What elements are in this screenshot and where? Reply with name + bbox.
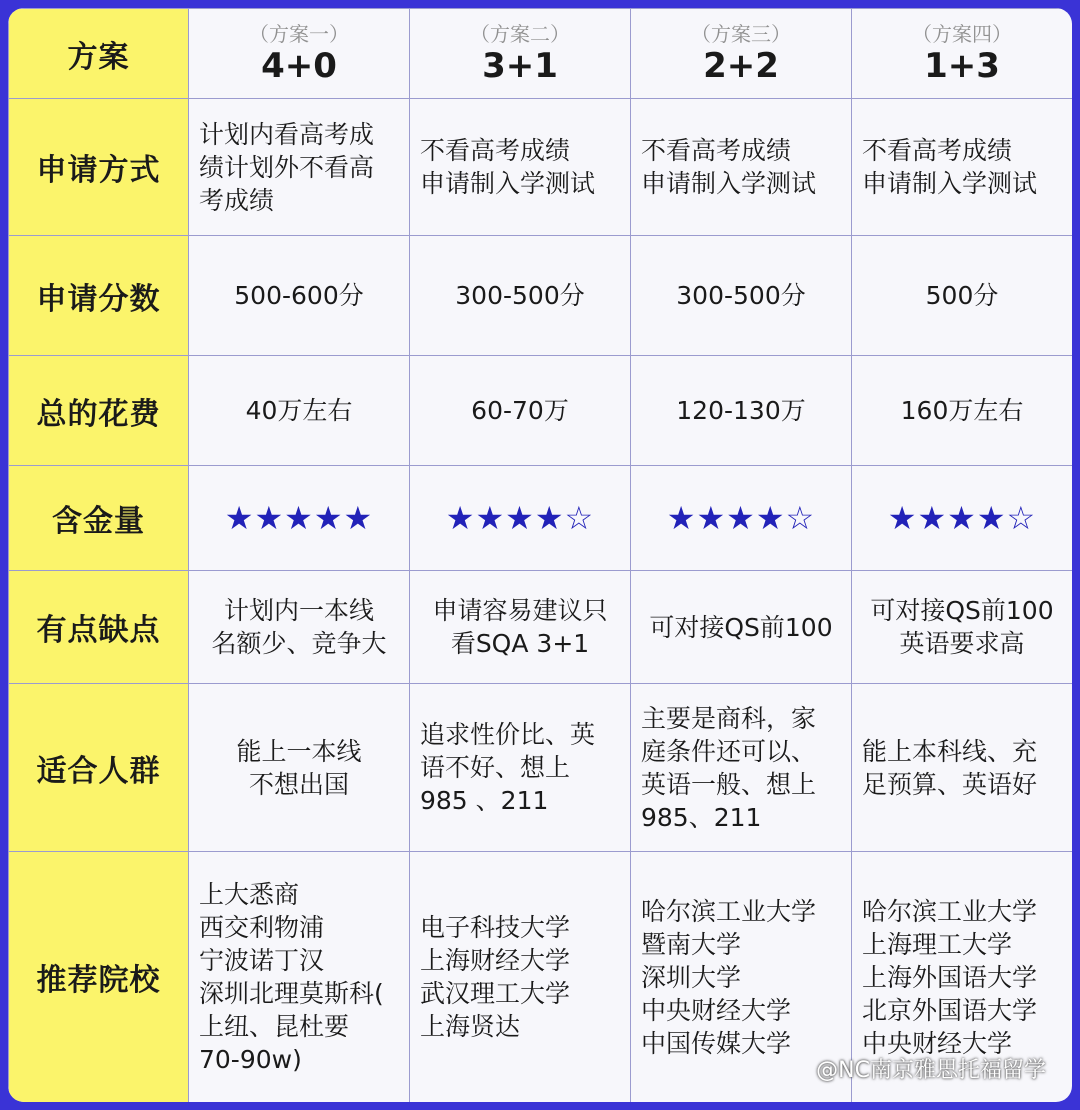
plan-name-4: 1+3 xyxy=(924,45,1000,86)
table-cell: 主要是商科，家 庭条件还可以、 英语一般、想上 985、211 xyxy=(631,684,852,852)
table-cell: 哈尔滨工业大学 上海理工大学 上海外国语大学 北京外国语大学 中央财经大学 xyxy=(852,852,1073,1103)
row-label: 适合人群 xyxy=(9,684,189,852)
table-cell: 不看高考成绩 申请制入学测试 xyxy=(852,99,1073,236)
row-label-plan: 方案 xyxy=(9,9,189,99)
table-cell: 电子科技大学 上海财经大学 武汉理工大学 上海贤达 xyxy=(410,852,631,1103)
table-cell: 300-500分 xyxy=(410,236,631,356)
plan-name-3: 2+2 xyxy=(703,45,779,86)
row-target-group xyxy=(9,684,1073,852)
table-cell: 40万左右 xyxy=(189,356,410,466)
table-cell: 500-600分 xyxy=(189,236,410,356)
table-cell: 申请容易建议只 看SQA 3+1 xyxy=(410,571,631,684)
row-label: 有点缺点 xyxy=(9,571,189,684)
table-cell: 计划内一本线 名额少、竞争大 xyxy=(189,571,410,684)
row-application-method xyxy=(9,99,1073,236)
table-cell: 能上本科线、充 足预算、英语好 xyxy=(852,684,1073,852)
star-rating: ★★★★☆ xyxy=(852,466,1073,571)
table-cell: 120-130万 xyxy=(631,356,852,466)
row-pros-cons xyxy=(9,571,1073,684)
table-cell: 哈尔滨工业大学 暨南大学 深圳大学 中央财经大学 中国传媒大学 xyxy=(631,852,852,1103)
plan-header-4 xyxy=(852,9,1073,99)
row-label: 申请方式 xyxy=(9,99,189,236)
header-row xyxy=(9,9,1073,99)
table-cell: 计划内看高考成 绩计划外不看高 考成绩 xyxy=(189,99,410,236)
watermark-text: @NC南京雅思托福留学 xyxy=(816,1058,1046,1083)
table-cell: 上大悉商 西交利物浦 宁波诺丁汉 深圳北理莫斯科( 上纽、昆杜要 70-90w) xyxy=(189,852,410,1103)
plan-header-1 xyxy=(189,9,410,99)
table-cell: 300-500分 xyxy=(631,236,852,356)
plan-sub-3: （方案三） xyxy=(691,21,791,46)
table-cell: 160万左右 xyxy=(852,356,1073,466)
plan-sub-4: （方案四） xyxy=(912,21,1012,46)
row-cost xyxy=(9,356,1073,466)
plan-header-2 xyxy=(410,9,631,99)
plan-header-3 xyxy=(631,9,852,99)
table-cell: 60-70万 xyxy=(410,356,631,466)
row-label: 申请分数 xyxy=(9,236,189,356)
star-rating: ★★★★☆ xyxy=(631,466,852,571)
comparison-card xyxy=(8,8,1072,1102)
table-cell: 追求性价比、英 语不好、想上 985 、211 xyxy=(410,684,631,852)
row-value-rating xyxy=(9,466,1073,571)
table-cell: 能上一本线 不想出国 xyxy=(189,684,410,852)
plan-comparison-table xyxy=(8,8,1072,1102)
table-cell: 不看高考成绩 申请制入学测试 xyxy=(410,99,631,236)
plan-sub-2: （方案二） xyxy=(470,21,570,46)
row-label: 含金量 xyxy=(9,466,189,571)
star-rating: ★★★★★ xyxy=(189,466,410,571)
plan-name-2: 3+1 xyxy=(482,45,558,86)
table-cell: 500分 xyxy=(852,236,1073,356)
table-cell: 可对接QS前100 xyxy=(631,571,852,684)
plan-name-1: 4+0 xyxy=(261,45,337,86)
star-rating: ★★★★☆ xyxy=(410,466,631,571)
row-score xyxy=(9,236,1073,356)
plan-sub-1: （方案一） xyxy=(249,21,349,46)
table-cell: 不看高考成绩 申请制入学测试 xyxy=(631,99,852,236)
row-label: 总的花费 xyxy=(9,356,189,466)
table-cell: 可对接QS前100 英语要求高 xyxy=(852,571,1073,684)
row-label: 推荐院校 xyxy=(9,852,189,1103)
